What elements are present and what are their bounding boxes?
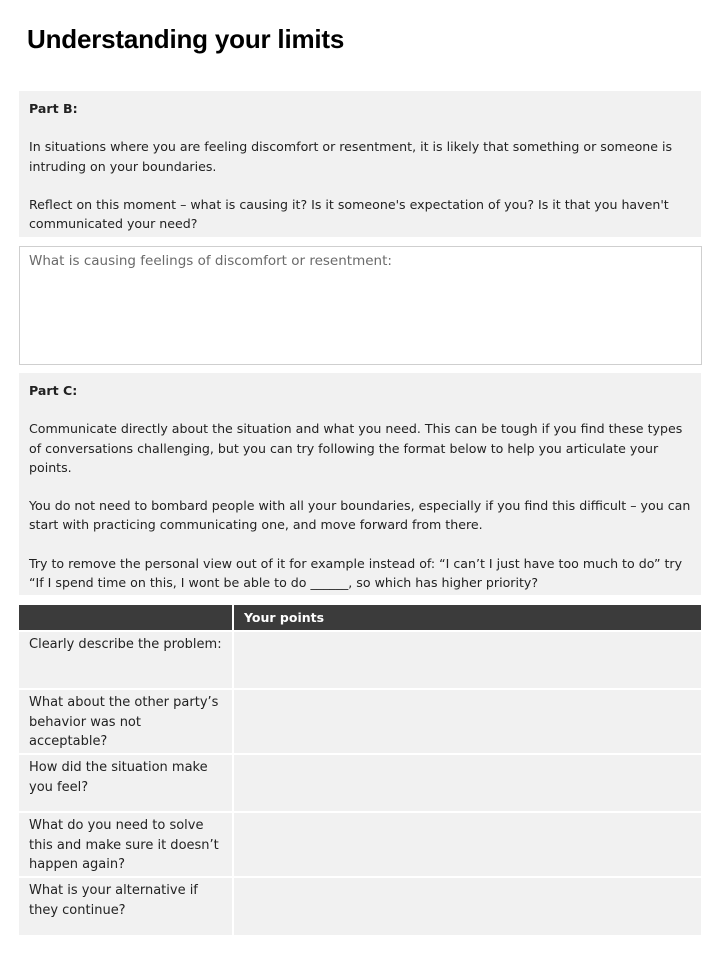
header-question-cell	[19, 605, 233, 631]
part-c-paragraph-2: You do not need to bombard people with all your boundaries, especially if you find this difficult – you can start with practicing communicating one, and move forward from there.	[29, 498, 691, 533]
table-row	[19, 877, 701, 935]
part-c-paragraph-1: Communicate directly about the situation and what you need. This can be tough if you find these types of conversations challenging, but you can try following the format below to help you articulate your points.	[29, 421, 683, 475]
part-b-panel	[19, 91, 701, 237]
question-cell: What do you need to solve this and make sure it doesn’t happen again?	[19, 812, 233, 877]
part-b-label: Part B:	[29, 101, 78, 116]
answer-cell[interactable]	[233, 689, 701, 754]
part-b-paragraph-2: Reflect on this moment – what is causing it? Is it someone's expectation of you? Is it that you haven't communicated your need?	[29, 196, 669, 232]
part-c-paragraph-3: Try to remove the personal view out of it for example instead of: “I can’t I just have too much to do” try “If I spend time on this, I wont be able to do ______, so which has higher priority?	[29, 555, 683, 591]
header-your-points: Your points	[233, 605, 701, 631]
discomfort-response-prompt: What is causing feelings of discomfort or resentment:	[29, 253, 392, 269]
table-row	[19, 754, 701, 812]
points-table	[19, 605, 701, 935]
answer-cell[interactable]	[233, 754, 701, 812]
points-table-header-row	[19, 605, 701, 631]
answer-cell[interactable]	[233, 631, 701, 689]
question-cell: How did the situation make you feel?	[19, 754, 233, 812]
question-cell: What about the other party’s behavior was not acceptable?	[19, 689, 233, 754]
answer-cell[interactable]	[233, 877, 701, 935]
part-c-label: Part C:	[29, 383, 78, 398]
table-row	[19, 689, 701, 754]
discomfort-response-field[interactable]	[19, 246, 702, 365]
part-b-paragraph-1: In situations where you are feeling discomfort or resentment, it is likely that something or someone is intruding on your boundaries.	[29, 139, 673, 174]
answer-cell[interactable]	[233, 812, 701, 877]
question-cell: What is your alternative if they continue?	[19, 877, 233, 935]
question-cell: Clearly describe the problem:	[19, 631, 233, 689]
table-row	[19, 812, 701, 877]
table-row	[19, 631, 701, 689]
part-c-panel	[19, 373, 701, 595]
page-title: Understanding your limits	[27, 24, 345, 54]
